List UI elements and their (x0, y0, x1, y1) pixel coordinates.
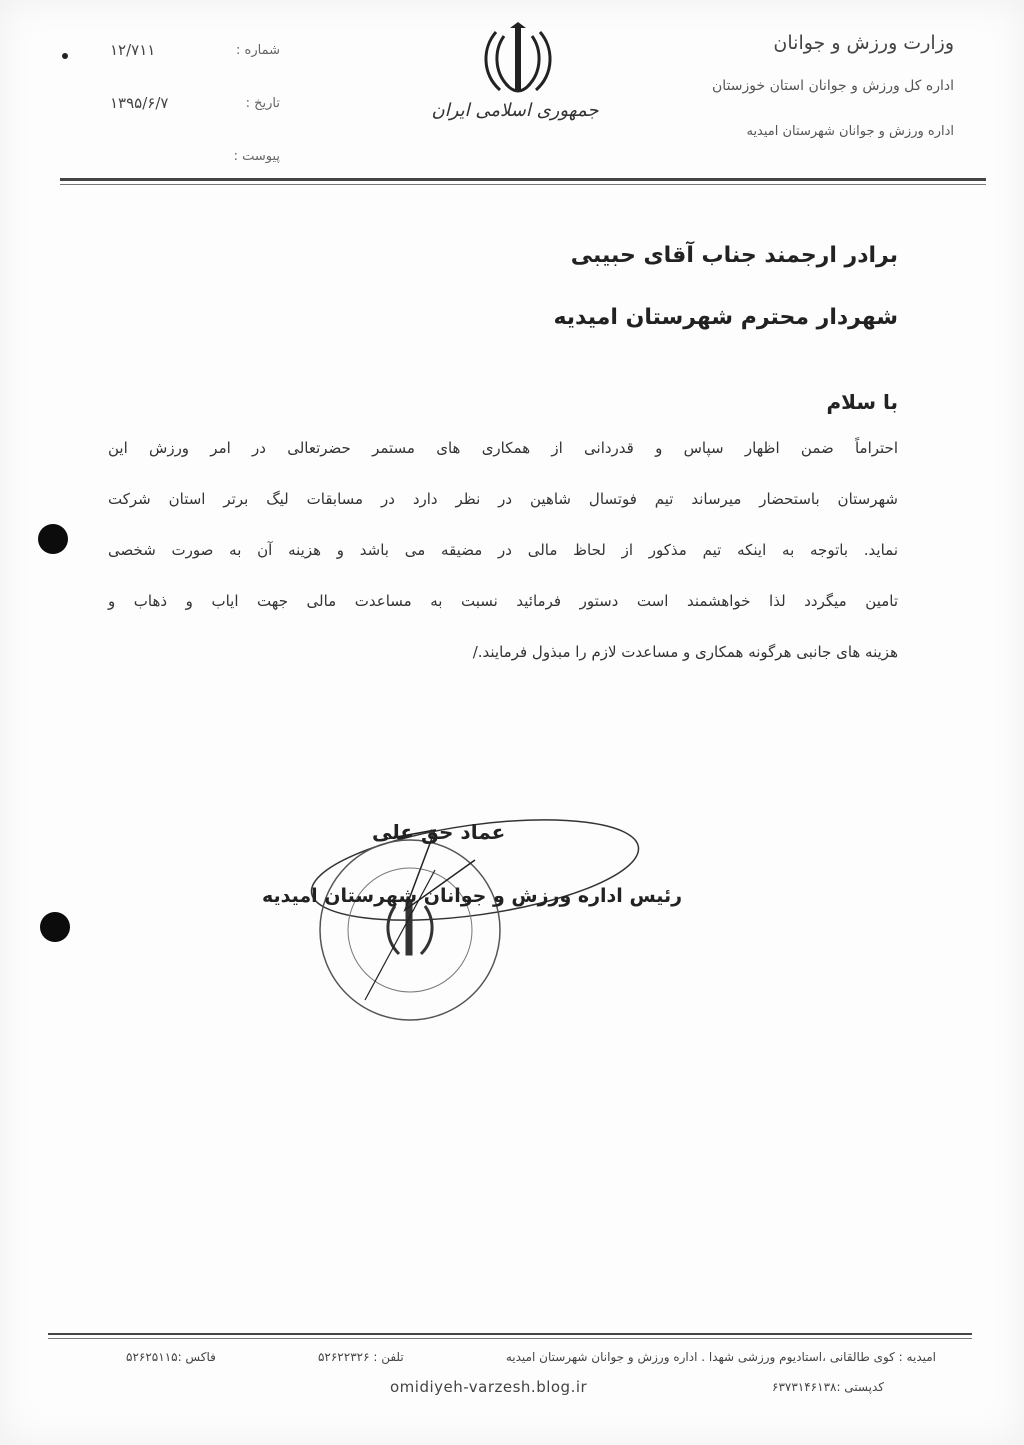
punch-hole (38, 524, 68, 554)
attachment-label: پیوست : (233, 148, 280, 164)
letter-number-label: شماره : (236, 42, 280, 58)
footer-fax: فاکس :۵۲۶۲۵۱۱۵ (126, 1350, 216, 1364)
letter-body (108, 430, 898, 685)
signatory-name: عماد حق علی (372, 820, 506, 844)
punch-hole (40, 912, 70, 942)
scan-speck (62, 53, 68, 59)
letter-meta (110, 40, 280, 199)
body-line: تامین میگردد لذا خواهشمند است دستور فرمائید نسبت به مساعدت مالی جهت ایاب و ذهاب و (108, 592, 898, 610)
recipient-title: شهردار محترم شهرستان امیدیه (553, 305, 898, 330)
iran-emblem-icon (476, 20, 560, 100)
body-line: احتراماً ضمن اظهار سپاس و قدردانی از همکاری های مستمر حضرتعالی در امر ورزش این (108, 439, 898, 457)
footer-divider (48, 1333, 972, 1335)
greeting: با سلام (826, 390, 898, 414)
body-line: هزینه های جانبی هرگونه همکاری و مساعدت لازم را مبذول فرمایند./ (472, 643, 898, 661)
footer-address: امیدیه : کوی طالقانی ،استادیوم ورزشی شهدا . اداره ورزش و جوانان شهرستان امیدیه (505, 1350, 936, 1364)
attachment-row (110, 146, 280, 166)
body-line: شهرستان باستحضار میرساند تیم فوتسال شاهین در نظر دارد در مسابقات لیگ برتر استان شرکت (108, 490, 898, 508)
footer-website: omidiyeh-varzesh.blog.ir (390, 1378, 588, 1396)
letter-number-value: ۱۲/۷۱۱ (110, 41, 156, 59)
header-divider-thin (60, 184, 986, 185)
general-office-name: اداره کل ورزش و جوانان استان خوزستان (712, 78, 954, 94)
recipient-line: برادر ارجمند جناب آقای حبیبی (570, 243, 898, 268)
footer-contact (126, 1350, 936, 1364)
header-divider (60, 178, 986, 181)
footer-divider-thin (48, 1338, 972, 1339)
ministry-name: وزارت ورزش و جوانان (773, 32, 954, 54)
letter-date-row (110, 93, 280, 113)
emblem-caption: جمهوری اسلامی ایران (431, 100, 599, 121)
footer-phone: تلفن : ۵۲۶۲۲۳۲۶ (317, 1350, 404, 1364)
letter-date-label: تاریخ : (245, 95, 280, 111)
signatory-title: رئیس اداره ورزش و جوانان شهرستان امیدیه (262, 885, 683, 907)
letter-date-value: ۱۳۹۵/۶/۷ (110, 94, 169, 112)
footer-postal-code: کدپستی :۶۳۷۳۱۴۶۱۳۸ (772, 1380, 884, 1394)
letterhead-organization (624, 32, 954, 139)
local-office-name: اداره ورزش و جوانان شهرستان امیدیه (746, 124, 954, 139)
letter-number-row (110, 40, 280, 60)
body-line: نماید. باتوجه به اینکه تیم مذکور از لحاظ مالی در مضیقه می باشد و هزینه آن به صورت شخصی (108, 541, 898, 559)
